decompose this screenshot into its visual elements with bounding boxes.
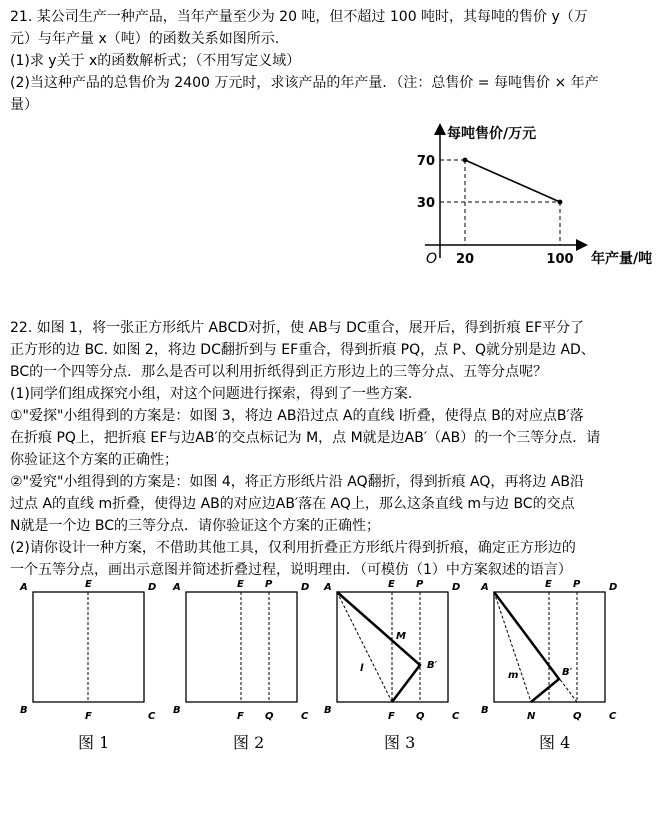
fig3-label-e: E [388,579,395,590]
y-tick-label-0: 70 [416,154,435,169]
fig3-label-p: P [416,579,424,590]
x-tick-label-0: 20 [455,252,475,267]
fig4-label-bp: B′ [562,667,573,678]
fig4-label-m: m [508,670,519,681]
figure-1-caption: 图 1 [78,733,110,752]
fig2-label-e: E [237,579,244,590]
fig3-label-q: Q [416,711,425,722]
fig4-label-d: D [609,582,618,593]
figure-2 [172,579,309,722]
figure-3-caption: 图 3 [384,733,416,752]
q22-line-10: N就是一个边 BC的三等分点．请你验证这个方案的正确性； [10,518,381,534]
fig4-label-a: A [481,582,489,593]
series-line [465,160,560,202]
figures-row [0,575,671,725]
x-axis-label: 年产量/吨 [591,251,653,267]
q22-line-8: ②"爱究"小组得到的方案是：如图 4，将正方形纸片沿 AQ翻折，得到折痕 AQ，再将边 AB沿 [10,474,585,490]
fig1-label-b: B [20,705,28,716]
fig2-label-f: F [237,711,244,722]
fig1-label-d: D [148,582,157,593]
fig1-label-f: F [85,711,92,722]
figure-4-caption: 图 4 [539,733,571,752]
fig3-label-f: F [388,711,395,722]
fig3-label-l: l [360,663,364,674]
fig4-label-q: Q [573,711,582,722]
y-axis-label: 每吨售价/万元 [447,126,537,142]
data-point-1 [558,200,563,205]
q22-line-9: 过点 A的直线 m折叠，使得边 AB的对应边AB′落在 AQ上，那么这条直线 m与边 BC的交点 [10,496,575,512]
x-tick-label-1: 100 [546,252,574,267]
fig4-label-p: P [573,579,581,590]
fig4-label-b: B [481,705,489,716]
data-point-0 [463,158,468,163]
fig1-label-e: E [85,579,92,590]
figure-3 [323,579,460,722]
fig2-label-c: C [301,711,309,722]
figure-4 [480,579,617,722]
fig3-label-d: D [452,582,461,593]
q22-line-11: (2)请你设计一种方案，不借助其他工具，仅利用折叠正方形纸片得到折痕，确定正方形边的 [10,540,576,556]
fig3-label-m: M [396,631,406,642]
fig4-label-c: C [609,711,617,722]
q22-line-6: 在折痕 PQ上，把折痕 EF与边AB′的交点标记为 M，点 M就是边AB′（AB）的一个三等分点．请 [10,430,601,446]
fig1-label-c: C [148,711,156,722]
q21-line-2: 元）与年产量 x（吨）的函数关系如图所示. [10,31,280,47]
figure-2-caption: 图 2 [233,733,265,752]
q22-line-4: (1)同学们组成探究小组，对这个问题进行探索，得到了一些方案. [10,386,413,402]
fig3-label-a: A [324,582,332,593]
q22-line-12: 一个五等分点，画出示意图并简述折叠过程，说明理由．（可模仿（1）中方案叙述的语言） [10,562,572,578]
fig1-label-a: A [20,582,28,593]
fig3-label-b: B [324,705,332,716]
q21-line-4: (2)当这种产品的总售价为 2400 万元时，求该产品的年产量．（注：总售价 = 每吨售价 × 年产 [10,75,599,91]
fig4-label-e: E [545,579,552,590]
fig2-label-b: B [173,705,181,716]
fig4-label-n: N [527,711,536,722]
fig2-label-a: A [173,582,181,593]
q22-line-2: 正方形的边 BC. 如图 2，将边 DC翻折到与 EF重合，得到折痕 PQ，点 P、Q就分别是边 AD、 [10,342,595,358]
q22-line-1: 22. 如图 1，将一张正方形纸片 ABCD对折，使 AB与 DC重合，展开后，得到折痕 EF平分了 [10,320,584,336]
q22-line-3: BC的一个四等分点．那么是否可以利用折纸得到正方形边上的三等分点、五等分点呢？ [10,364,548,380]
fig2-label-d: D [301,582,310,593]
q22-line-7: 你验证这个方案的正确性； [10,452,178,468]
y-tick-label-1: 30 [416,196,435,211]
origin-label: O [426,251,438,267]
figure-1 [19,579,156,722]
fig3-label-bp: B′ [427,660,438,671]
q21-line-5: 量） [10,97,38,113]
fig2-label-p: P [265,579,273,590]
q22-line-5: ①"爱探"小组得到的方案是：如图 3，将边 AB沿过点 A的直线 l折叠，使得点 B的对应点B′落 [10,408,584,424]
fig2-label-q: Q [265,711,274,722]
q21-line-3: (1)求 y关于 x的函数解析式；（不用写定义域） [10,53,301,69]
fig3-label-c: C [452,711,460,722]
q21-line-1: 21. 某公司生产一种产品，当年产量至少为 20 吨，但不超过 100 吨时，其每吨的售价 y（万 [10,9,588,25]
price-output-chart [405,118,671,278]
